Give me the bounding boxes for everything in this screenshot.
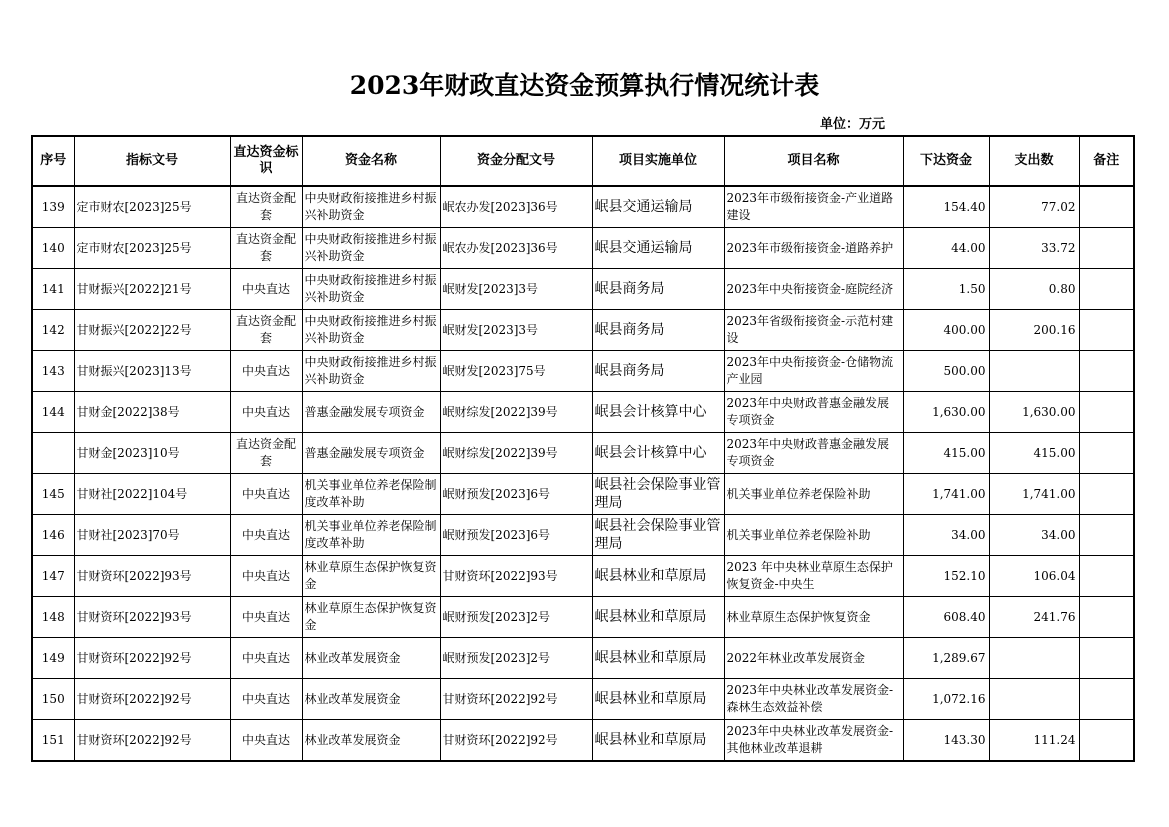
cell-spent: 111.24 (989, 720, 1079, 762)
cell-remark (1079, 720, 1134, 762)
cell-alloc-doc: 岷农办发[2023]36号 (440, 228, 592, 269)
cell-issued: 415.00 (903, 433, 989, 474)
cell-project: 2023年中央林业改革发展资金-森林生态效益补偿 (724, 679, 903, 720)
cell-mark: 中央直达 (230, 720, 302, 762)
cell-remark (1079, 556, 1134, 597)
cell-fund-name: 机关事业单位养老保险制度改革补助 (302, 474, 440, 515)
cell-spent (989, 351, 1079, 392)
cell-project: 2023年中央衔接资金-仓储物流产业园 (724, 351, 903, 392)
cell-fund-name: 中央财政衔接推进乡村振兴补助资金 (302, 351, 440, 392)
cell-project: 2023年中央财政普惠金融发展专项资金 (724, 433, 903, 474)
cell-seq: 145 (32, 474, 74, 515)
cell-fund-name: 林业改革发展资金 (302, 638, 440, 679)
col-header-remark: 备注 (1079, 136, 1134, 186)
col-header-alloc-doc: 资金分配文号 (440, 136, 592, 186)
cell-alloc-doc: 岷农办发[2023]36号 (440, 186, 592, 228)
cell-seq: 140 (32, 228, 74, 269)
cell-mark: 中央直达 (230, 269, 302, 310)
cell-fund-name: 普惠金融发展专项资金 (302, 392, 440, 433)
cell-doc: 甘财振兴[2023]13号 (74, 351, 230, 392)
col-header-doc: 指标文号 (74, 136, 230, 186)
cell-fund-name: 机关事业单位养老保险制度改革补助 (302, 515, 440, 556)
cell-issued: 152.10 (903, 556, 989, 597)
cell-seq: 148 (32, 597, 74, 638)
cell-spent: 241.76 (989, 597, 1079, 638)
cell-spent: 1,630.00 (989, 392, 1079, 433)
cell-project: 2023 年中央林业草原生态保护恢复资金-中央生 (724, 556, 903, 597)
header-row (32, 136, 1134, 186)
cell-doc: 甘财资环[2022]92号 (74, 720, 230, 762)
cell-alloc-doc: 岷财预发[2023]2号 (440, 597, 592, 638)
cell-issued: 1.50 (903, 269, 989, 310)
cell-project: 2023年市级衔接资金-道路养护 (724, 228, 903, 269)
cell-issued: 143.30 (903, 720, 989, 762)
cell-seq (32, 433, 74, 474)
cell-project: 2023年中央林业改革发展资金-其他林业改革退耕 (724, 720, 903, 762)
cell-seq: 146 (32, 515, 74, 556)
cell-alloc-doc: 岷财发[2023]3号 (440, 310, 592, 351)
cell-remark (1079, 310, 1134, 351)
cell-spent: 415.00 (989, 433, 1079, 474)
cell-issued: 400.00 (903, 310, 989, 351)
col-header-fund-name: 资金名称 (302, 136, 440, 186)
cell-fund-name: 中央财政衔接推进乡村振兴补助资金 (302, 269, 440, 310)
cell-alloc-doc: 岷财预发[2023]2号 (440, 638, 592, 679)
cell-alloc-doc: 岷财预发[2023]6号 (440, 474, 592, 515)
cell-doc: 甘财振兴[2022]22号 (74, 310, 230, 351)
cell-mark: 中央直达 (230, 392, 302, 433)
cell-mark: 中央直达 (230, 638, 302, 679)
cell-fund-name: 普惠金融发展专项资金 (302, 433, 440, 474)
cell-remark (1079, 351, 1134, 392)
cell-issued: 500.00 (903, 351, 989, 392)
cell-alloc-doc: 甘财资环[2022]93号 (440, 556, 592, 597)
table-row (32, 597, 1134, 638)
cell-spent: 0.80 (989, 269, 1079, 310)
cell-project: 2023年中央财政普惠金融发展专项资金 (724, 392, 903, 433)
cell-issued: 1,630.00 (903, 392, 989, 433)
col-header-project: 项目名称 (724, 136, 903, 186)
cell-doc: 甘财社[2023]70号 (74, 515, 230, 556)
cell-spent (989, 638, 1079, 679)
cell-seq: 149 (32, 638, 74, 679)
cell-mark: 中央直达 (230, 351, 302, 392)
cell-doc: 甘财资环[2022]92号 (74, 679, 230, 720)
cell-impl-unit: 岷县交通运输局 (592, 186, 724, 228)
cell-alloc-doc: 甘财资环[2022]92号 (440, 679, 592, 720)
cell-remark (1079, 474, 1134, 515)
cell-impl-unit: 岷县会计核算中心 (592, 433, 724, 474)
cell-project: 2023年省级衔接资金-示范村建设 (724, 310, 903, 351)
cell-issued: 34.00 (903, 515, 989, 556)
cell-doc: 甘财金[2022]38号 (74, 392, 230, 433)
table-row (32, 228, 1134, 269)
cell-seq: 142 (32, 310, 74, 351)
cell-mark: 直达资金配套 (230, 433, 302, 474)
cell-mark: 直达资金配套 (230, 186, 302, 228)
cell-impl-unit: 岷县林业和草原局 (592, 679, 724, 720)
col-header-seq: 序号 (32, 136, 74, 186)
cell-project: 林业草原生态保护恢复资金 (724, 597, 903, 638)
cell-mark: 直达资金配套 (230, 310, 302, 351)
table-row (32, 556, 1134, 597)
cell-project: 2023年市级衔接资金-产业道路建设 (724, 186, 903, 228)
cell-impl-unit: 岷县林业和草原局 (592, 556, 724, 597)
cell-remark (1079, 433, 1134, 474)
table-row (32, 720, 1134, 762)
cell-doc: 甘财社[2022]104号 (74, 474, 230, 515)
table-row (32, 186, 1134, 228)
col-header-spent: 支出数 (989, 136, 1079, 186)
cell-mark: 中央直达 (230, 515, 302, 556)
table-body (32, 186, 1134, 761)
cell-seq: 150 (32, 679, 74, 720)
cell-fund-name: 中央财政衔接推进乡村振兴补助资金 (302, 186, 440, 228)
cell-alloc-doc: 岷财发[2023]75号 (440, 351, 592, 392)
cell-impl-unit: 岷县商务局 (592, 269, 724, 310)
col-header-mark: 直达资金标识 (230, 136, 302, 186)
cell-issued: 1,289.67 (903, 638, 989, 679)
cell-mark: 中央直达 (230, 597, 302, 638)
cell-spent: 200.16 (989, 310, 1079, 351)
cell-doc: 甘财金[2023]10号 (74, 433, 230, 474)
cell-doc: 甘财资环[2022]92号 (74, 638, 230, 679)
cell-spent: 1,741.00 (989, 474, 1079, 515)
cell-spent: 33.72 (989, 228, 1079, 269)
cell-issued: 154.40 (903, 186, 989, 228)
cell-fund-name: 中央财政衔接推进乡村振兴补助资金 (302, 310, 440, 351)
cell-doc: 定市财农[2023]25号 (74, 228, 230, 269)
cell-doc: 定市财农[2023]25号 (74, 186, 230, 228)
cell-fund-name: 中央财政衔接推进乡村振兴补助资金 (302, 228, 440, 269)
cell-seq: 141 (32, 269, 74, 310)
cell-remark (1079, 638, 1134, 679)
unit-label: 单位：万元 (820, 117, 886, 132)
cell-fund-name: 林业改革发展资金 (302, 720, 440, 762)
cell-remark (1079, 269, 1134, 310)
table-row (32, 515, 1134, 556)
cell-alloc-doc: 岷财预发[2023]6号 (440, 515, 592, 556)
cell-remark (1079, 515, 1134, 556)
col-header-issued: 下达资金 (903, 136, 989, 186)
cell-doc: 甘财资环[2022]93号 (74, 597, 230, 638)
table-row (32, 310, 1134, 351)
cell-remark (1079, 186, 1134, 228)
table-row (32, 351, 1134, 392)
cell-remark (1079, 679, 1134, 720)
cell-fund-name: 林业草原生态保护恢复资金 (302, 556, 440, 597)
cell-project: 2023年中央衔接资金-庭院经济 (724, 269, 903, 310)
cell-impl-unit: 岷县商务局 (592, 351, 724, 392)
cell-issued: 44.00 (903, 228, 989, 269)
table-row (32, 679, 1134, 720)
cell-remark (1079, 597, 1134, 638)
cell-alloc-doc: 岷财综发[2022]39号 (440, 392, 592, 433)
cell-spent: 34.00 (989, 515, 1079, 556)
table-row (32, 433, 1134, 474)
cell-mark: 中央直达 (230, 679, 302, 720)
cell-doc: 甘财资环[2022]93号 (74, 556, 230, 597)
table-row (32, 638, 1134, 679)
cell-seq: 143 (32, 351, 74, 392)
cell-impl-unit: 岷县社会保险事业管理局 (592, 515, 724, 556)
cell-fund-name: 林业草原生态保护恢复资金 (302, 597, 440, 638)
budget-table (31, 135, 1135, 762)
cell-impl-unit: 岷县林业和草原局 (592, 597, 724, 638)
table-row (32, 392, 1134, 433)
cell-impl-unit: 岷县会计核算中心 (592, 392, 724, 433)
cell-seq: 151 (32, 720, 74, 762)
cell-issued: 1,741.00 (903, 474, 989, 515)
cell-spent: 77.02 (989, 186, 1079, 228)
cell-alloc-doc: 甘财资环[2022]92号 (440, 720, 592, 762)
cell-mark: 中央直达 (230, 474, 302, 515)
cell-alloc-doc: 岷财发[2023]3号 (440, 269, 592, 310)
cell-project: 机关事业单位养老保险补助 (724, 474, 903, 515)
cell-issued: 1,072.16 (903, 679, 989, 720)
cell-impl-unit: 岷县社会保险事业管理局 (592, 474, 724, 515)
cell-mark: 直达资金配套 (230, 228, 302, 269)
cell-impl-unit: 岷县林业和草原局 (592, 720, 724, 762)
cell-seq: 139 (32, 186, 74, 228)
cell-impl-unit: 岷县交通运输局 (592, 228, 724, 269)
table-row (32, 474, 1134, 515)
cell-spent: 106.04 (989, 556, 1079, 597)
cell-mark: 中央直达 (230, 556, 302, 597)
cell-remark (1079, 392, 1134, 433)
page-title: 2023年财政直达资金预算执行情况统计表 (349, 71, 820, 100)
cell-remark (1079, 228, 1134, 269)
cell-fund-name: 林业改革发展资金 (302, 679, 440, 720)
col-header-impl-unit: 项目实施单位 (592, 136, 724, 186)
cell-impl-unit: 岷县林业和草原局 (592, 638, 724, 679)
cell-seq: 147 (32, 556, 74, 597)
cell-alloc-doc: 岷财综发[2022]39号 (440, 433, 592, 474)
cell-project: 机关事业单位养老保险补助 (724, 515, 903, 556)
table-row (32, 269, 1134, 310)
cell-impl-unit: 岷县商务局 (592, 310, 724, 351)
cell-spent (989, 679, 1079, 720)
cell-doc: 甘财振兴[2022]21号 (74, 269, 230, 310)
cell-project: 2022年林业改革发展资金 (724, 638, 903, 679)
cell-issued: 608.40 (903, 597, 989, 638)
cell-seq: 144 (32, 392, 74, 433)
